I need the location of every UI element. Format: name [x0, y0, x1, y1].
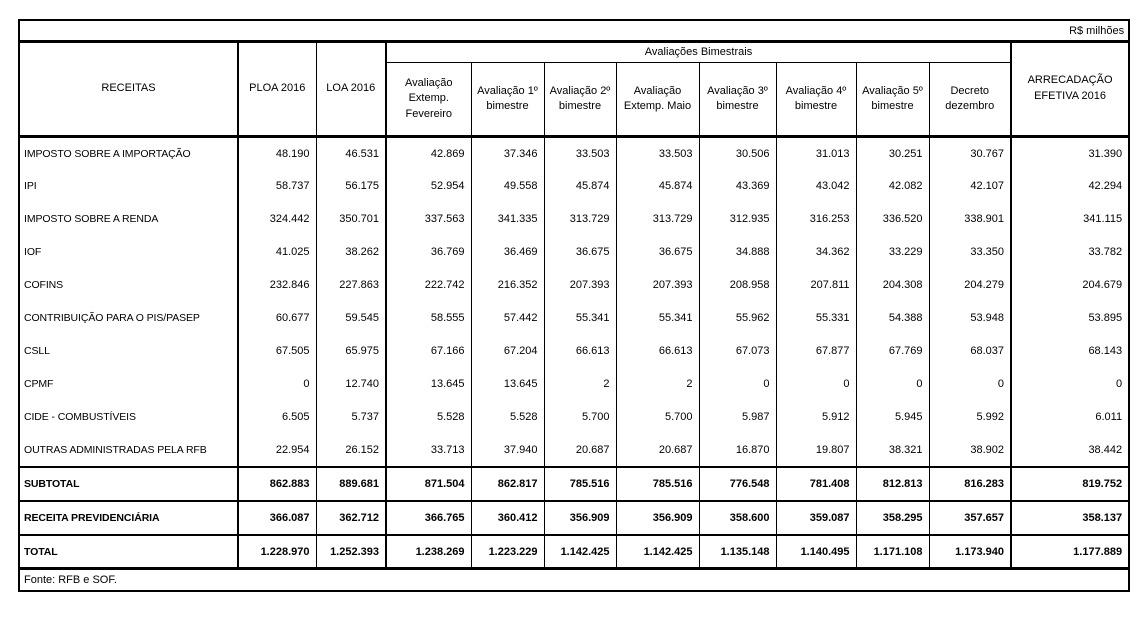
value-cell: 55.341	[544, 302, 616, 335]
value-cell: 41.025	[238, 236, 316, 269]
value-cell: 359.087	[776, 501, 856, 535]
value-cell: 781.408	[776, 467, 856, 501]
summary-rows	[19, 467, 1129, 569]
value-cell: 785.516	[616, 467, 699, 501]
value-cell: 37.346	[471, 137, 544, 170]
value-cell: 1.238.269	[386, 535, 471, 569]
value-cell: 0	[929, 368, 1011, 401]
value-cell: 31.390	[1011, 137, 1129, 170]
table-row	[19, 434, 1129, 467]
table-row	[19, 203, 1129, 236]
value-cell: 36.675	[616, 236, 699, 269]
value-cell: 357.657	[929, 501, 1011, 535]
column-header-receitas: RECEITAS	[101, 82, 156, 94]
value-cell: 1.142.425	[616, 535, 699, 569]
value-cell: 1.135.148	[699, 535, 776, 569]
value-cell: 67.204	[471, 335, 544, 368]
value-cell: 13.645	[386, 368, 471, 401]
value-cell: 38.442	[1011, 434, 1129, 467]
value-cell: 871.504	[386, 467, 471, 501]
column-header-bimestral-5: Avaliação 4º bimestre	[776, 63, 856, 137]
row-label: CSLL	[24, 345, 50, 358]
value-cell: 67.166	[386, 335, 471, 368]
column-header-bimestral-1: Avaliação 1º bimestre	[471, 63, 544, 137]
table-row	[19, 137, 1129, 170]
value-cell: 33.503	[544, 137, 616, 170]
summary-row	[19, 501, 1129, 535]
value-cell: 68.037	[929, 335, 1011, 368]
group-header-avaliacoes-bimestrais: Avaliações Bimestrais	[386, 41, 1011, 63]
row-label: COFINS	[24, 279, 64, 292]
value-cell: 1.173.940	[929, 535, 1011, 569]
value-cell: 5.987	[699, 401, 776, 434]
value-cell: 341.115	[1011, 203, 1129, 236]
value-cell: 67.877	[776, 335, 856, 368]
row-label: IMPOSTO SOBRE A RENDA	[24, 213, 159, 226]
value-cell: 36.769	[386, 236, 471, 269]
value-cell: 0	[1011, 368, 1129, 401]
row-label: CIDE - COMBUSTÍVEIS	[24, 411, 136, 424]
table-row	[19, 401, 1129, 434]
value-cell: 43.042	[776, 170, 856, 203]
value-cell: 204.308	[856, 269, 929, 302]
value-cell: 53.895	[1011, 302, 1129, 335]
value-cell: 1.142.425	[544, 535, 616, 569]
value-cell: 0	[776, 368, 856, 401]
column-header-bimestral-2: Avaliação 2º bimestre	[544, 63, 616, 137]
column-header-bimestral-7: Decreto dezembro	[929, 63, 1011, 137]
value-cell: 208.958	[699, 269, 776, 302]
column-header-bimestral-4: Avaliação 3º bimestre	[699, 63, 776, 137]
value-cell: 0	[238, 368, 316, 401]
value-cell: 785.516	[544, 467, 616, 501]
value-cell: 36.675	[544, 236, 616, 269]
value-cell: 33.713	[386, 434, 471, 467]
value-cell: 55.341	[616, 302, 699, 335]
row-label: RECEITA PREVIDENCIÁRIA	[24, 511, 160, 524]
value-cell: 68.143	[1011, 335, 1129, 368]
value-cell: 67.505	[238, 335, 316, 368]
value-cell: 13.645	[471, 368, 544, 401]
value-cell: 862.883	[238, 467, 316, 501]
value-cell: 207.393	[544, 269, 616, 302]
value-cell: 45.874	[544, 170, 616, 203]
value-cell: 360.412	[471, 501, 544, 535]
value-cell: 33.782	[1011, 236, 1129, 269]
value-cell: 227.863	[316, 269, 386, 302]
row-label: SUBTOTAL	[24, 477, 80, 490]
value-cell: 67.769	[856, 335, 929, 368]
column-header-loa-2016: LOA 2016	[316, 41, 386, 137]
value-cell: 358.137	[1011, 501, 1129, 535]
value-cell: 2	[544, 368, 616, 401]
data-rows	[19, 137, 1129, 467]
value-cell: 776.548	[699, 467, 776, 501]
value-cell: 43.369	[699, 170, 776, 203]
value-cell: 5.945	[856, 401, 929, 434]
value-cell: 20.687	[616, 434, 699, 467]
table-row	[19, 236, 1129, 269]
value-cell: 42.869	[386, 137, 471, 170]
header-row-top	[19, 41, 1129, 63]
value-cell: 58.555	[386, 302, 471, 335]
value-cell: 34.362	[776, 236, 856, 269]
value-cell: 204.279	[929, 269, 1011, 302]
value-cell: 312.935	[699, 203, 776, 236]
value-cell: 816.283	[929, 467, 1011, 501]
table-row	[19, 302, 1129, 335]
value-cell: 60.677	[238, 302, 316, 335]
value-cell: 2	[616, 368, 699, 401]
value-cell: 53.948	[929, 302, 1011, 335]
summary-row	[19, 535, 1129, 569]
value-cell: 362.712	[316, 501, 386, 535]
row-label: IPI	[24, 180, 37, 193]
value-cell: 5.528	[471, 401, 544, 434]
value-cell: 812.813	[856, 467, 929, 501]
row-label: IMPOSTO SOBRE A IMPORTAÇÃO	[24, 148, 191, 161]
column-header-bimestral-3: Avaliação Extemp. Maio	[616, 63, 699, 137]
units-row	[19, 20, 1129, 41]
value-cell: 313.729	[544, 203, 616, 236]
value-cell: 0	[699, 368, 776, 401]
value-cell: 1.252.393	[316, 535, 386, 569]
value-cell: 337.563	[386, 203, 471, 236]
value-cell: 22.954	[238, 434, 316, 467]
value-cell: 54.388	[856, 302, 929, 335]
value-cell: 36.469	[471, 236, 544, 269]
value-cell: 66.613	[544, 335, 616, 368]
table-row	[19, 335, 1129, 368]
value-cell: 19.807	[776, 434, 856, 467]
value-cell: 5.700	[544, 401, 616, 434]
value-cell: 1.177.889	[1011, 535, 1129, 569]
value-cell: 66.613	[616, 335, 699, 368]
value-cell: 55.962	[699, 302, 776, 335]
value-cell: 67.073	[699, 335, 776, 368]
value-cell: 56.175	[316, 170, 386, 203]
value-cell: 37.940	[471, 434, 544, 467]
value-cell: 1.228.970	[238, 535, 316, 569]
value-cell: 313.729	[616, 203, 699, 236]
column-header-ploa-2016: PLOA 2016	[238, 41, 316, 137]
table-row	[19, 368, 1129, 401]
value-cell: 819.752	[1011, 467, 1129, 501]
value-cell: 356.909	[544, 501, 616, 535]
value-cell: 358.295	[856, 501, 929, 535]
value-cell: 350.701	[316, 203, 386, 236]
value-cell: 338.901	[929, 203, 1011, 236]
value-cell: 862.817	[471, 467, 544, 501]
units-label: R$ milhões	[19, 20, 1129, 41]
row-label: OUTRAS ADMINISTRADAS PELA RFB	[24, 443, 207, 456]
value-cell: 65.975	[316, 335, 386, 368]
value-cell: 207.393	[616, 269, 699, 302]
table-row	[19, 269, 1129, 302]
value-cell: 6.505	[238, 401, 316, 434]
value-cell: 30.506	[699, 137, 776, 170]
value-cell: 58.737	[238, 170, 316, 203]
value-cell: 33.503	[616, 137, 699, 170]
value-cell: 366.087	[238, 501, 316, 535]
value-cell: 49.558	[471, 170, 544, 203]
value-cell: 33.350	[929, 236, 1011, 269]
value-cell: 1.223.229	[471, 535, 544, 569]
value-cell: 6.011	[1011, 401, 1129, 434]
value-cell: 356.909	[616, 501, 699, 535]
value-cell: 0	[856, 368, 929, 401]
value-cell: 38.902	[929, 434, 1011, 467]
source-note: Fonte: RFB e SOF.	[24, 574, 117, 587]
value-cell: 207.811	[776, 269, 856, 302]
value-cell: 45.874	[616, 170, 699, 203]
document-page	[18, 19, 1130, 592]
value-cell: 216.352	[471, 269, 544, 302]
value-cell: 5.912	[776, 401, 856, 434]
value-cell: 59.545	[316, 302, 386, 335]
table-row	[19, 170, 1129, 203]
value-cell: 232.846	[238, 269, 316, 302]
value-cell: 1.171.108	[856, 535, 929, 569]
value-cell: 1.140.495	[776, 535, 856, 569]
row-label: IOF	[24, 246, 42, 259]
row-label: TOTAL	[24, 545, 58, 558]
value-cell: 30.767	[929, 137, 1011, 170]
value-cell: 336.520	[856, 203, 929, 236]
value-cell: 42.107	[929, 170, 1011, 203]
value-cell: 341.335	[471, 203, 544, 236]
value-cell: 42.294	[1011, 170, 1129, 203]
value-cell: 34.888	[699, 236, 776, 269]
row-label: CPMF	[24, 378, 54, 391]
value-cell: 12.740	[316, 368, 386, 401]
value-cell: 38.262	[316, 236, 386, 269]
value-cell: 358.600	[699, 501, 776, 535]
value-cell: 5.992	[929, 401, 1011, 434]
value-cell: 31.013	[776, 137, 856, 170]
value-cell: 222.742	[386, 269, 471, 302]
column-header-bimestral-6: Avaliação 5º bimestre	[856, 63, 929, 137]
column-header-arrecadacao-efetiva: ARRECADAÇÃO EFETIVA 2016	[1011, 41, 1129, 137]
value-cell: 316.253	[776, 203, 856, 236]
value-cell: 5.737	[316, 401, 386, 434]
column-header-bimestral-0: Avaliação Extemp. Fevereiro	[386, 63, 471, 137]
value-cell: 204.679	[1011, 269, 1129, 302]
value-cell: 33.229	[856, 236, 929, 269]
value-cell: 55.331	[776, 302, 856, 335]
value-cell: 30.251	[856, 137, 929, 170]
value-cell: 42.082	[856, 170, 929, 203]
value-cell: 38.321	[856, 434, 929, 467]
value-cell: 5.700	[616, 401, 699, 434]
value-cell: 46.531	[316, 137, 386, 170]
value-cell: 57.442	[471, 302, 544, 335]
value-cell: 889.681	[316, 467, 386, 501]
value-cell: 48.190	[238, 137, 316, 170]
revenue-table	[18, 19, 1130, 592]
value-cell: 26.152	[316, 434, 386, 467]
value-cell: 20.687	[544, 434, 616, 467]
summary-row	[19, 467, 1129, 501]
row-label: CONTRIBUIÇÃO PARA O PIS/PASEP	[24, 312, 200, 325]
source-row	[19, 569, 1129, 591]
value-cell: 52.954	[386, 170, 471, 203]
value-cell: 5.528	[386, 401, 471, 434]
value-cell: 324.442	[238, 203, 316, 236]
value-cell: 16.870	[699, 434, 776, 467]
value-cell: 366.765	[386, 501, 471, 535]
